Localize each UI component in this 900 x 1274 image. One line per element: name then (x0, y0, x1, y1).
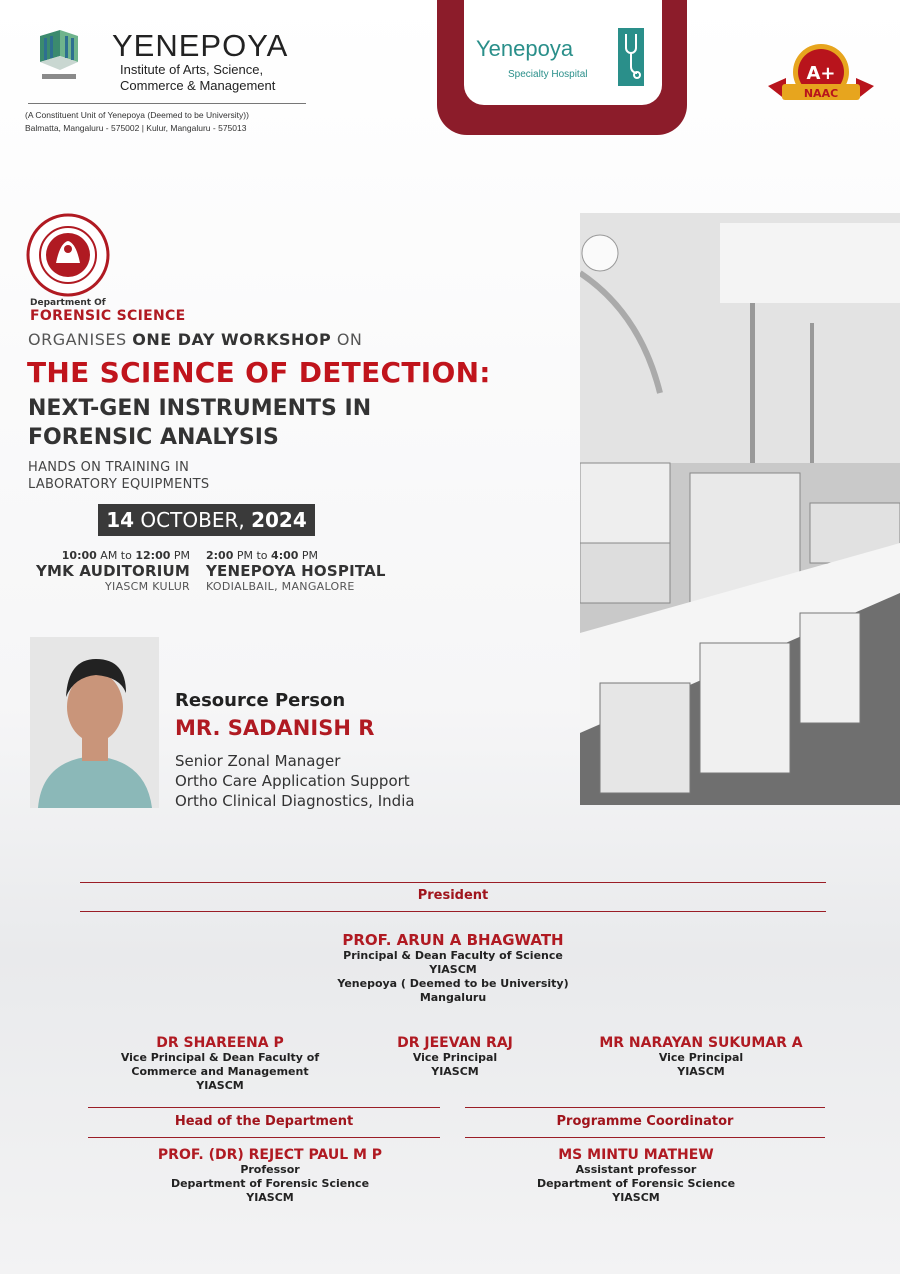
laboratory-photo (580, 213, 900, 805)
coordinator-title: Assistant professor (575, 1163, 697, 1176)
naac-grade: A+ (806, 63, 836, 84)
session-1-time: 10:00 AM to 12:00 PM (61, 549, 190, 562)
hod-title: Professor (240, 1163, 300, 1176)
vp1-faculty: Commerce and Management (131, 1065, 309, 1078)
address-line: Balmatta, Mangaluru - 575002 | Kulur, Mangaluru - 575013 (25, 123, 247, 133)
hod-department: Department of Forensic Science (170, 1177, 370, 1190)
session-1-location: YIASCM KULUR (105, 580, 190, 593)
rp-designation: Senior Zonal Manager (175, 752, 341, 770)
president-heading: President (417, 888, 489, 903)
session-1 (36, 549, 190, 593)
resource-person-label: Resource Person (175, 690, 346, 711)
vp3-institute: YIASCM (677, 1065, 725, 1078)
session-2-location: KODIALBAIL, MANGALORE (206, 580, 355, 593)
hod-top-rule (88, 1107, 440, 1108)
stethoscope-icon (618, 28, 644, 86)
organises-line (28, 330, 362, 349)
header-divider (28, 103, 306, 104)
vp1-title: Vice Principal & Dean Faculty of (120, 1051, 320, 1064)
coordinator-name: MS MINTU MATHEW (558, 1147, 714, 1163)
university-name: YENEPOYA (112, 28, 289, 63)
coordinator-block (500, 1147, 772, 1205)
vp3-title: Vice Principal (658, 1051, 744, 1064)
subtitle-line-1: NEXT-GEN INSTRUMENTS IN (28, 396, 372, 421)
resource-person-details (175, 751, 415, 811)
president-institute: YIASCM (429, 963, 477, 976)
president-university: Yenepoya ( Deemed to be University) (337, 977, 569, 990)
vice-principal-3 (578, 1035, 824, 1079)
hod-bottom-rule (88, 1137, 440, 1138)
date-year: 2024 (251, 508, 307, 532)
vp2-title: Vice Principal (412, 1051, 498, 1064)
president-block (300, 931, 606, 1005)
workshop-type: ONE DAY WORKSHOP (132, 330, 332, 349)
institute-line-2: Commerce & Management (120, 78, 276, 93)
session-2-time: 2:00 PM to 4:00 PM (206, 549, 319, 562)
institute-line-1: Institute of Arts, Science, (120, 62, 264, 77)
rp-role: Ortho Care Application Support (175, 772, 410, 790)
hands-on-line-2: LABORATORY EQUIPMENTS (28, 477, 210, 492)
event-title: THE SCIENCE OF DETECTION: (27, 356, 491, 389)
hands-on-note (28, 459, 209, 493)
institute-name (120, 62, 275, 94)
hod-heading: Head of the Department (174, 1114, 354, 1129)
naac-a-plus-badge (768, 42, 874, 108)
coordinator-heading: Programme Coordinator (556, 1114, 734, 1129)
hospital-subtitle: Specialty Hospital (508, 69, 588, 80)
coord-top-rule (465, 1107, 825, 1108)
date-month: OCTOBER, (134, 508, 252, 532)
event-date (98, 504, 315, 536)
hands-on-line-1: HANDS ON TRAINING IN (28, 460, 190, 475)
president-name: PROF. ARUN A BHAGWATH (342, 931, 564, 949)
forensic-department-seal (26, 213, 110, 297)
coordinator-institute: YIASCM (612, 1191, 660, 1204)
date-day: 14 (106, 508, 135, 532)
constituent-note: (A Constituent Unit of Yenepoya (Deemed to be University)) (25, 110, 249, 120)
vp2-name: DR JEEVAN RAJ (397, 1035, 513, 1051)
president-top-rule (80, 882, 826, 883)
hospital-name: Yenepoya (476, 36, 574, 61)
coord-bottom-rule (465, 1137, 825, 1138)
resource-person-photo (30, 637, 159, 808)
coordinator-department: Department of Forensic Science (536, 1177, 736, 1190)
university-address (25, 109, 249, 135)
organises-text: ORGANISES (28, 330, 133, 349)
resource-person-name: MR. SADANISH R (175, 716, 375, 740)
naac-label: NAAC (803, 87, 839, 100)
president-city: Mangaluru (419, 991, 487, 1004)
yenepoya-university-logo (38, 26, 80, 82)
department-of-label: Department Of (30, 298, 106, 308)
hod-institute: YIASCM (246, 1191, 294, 1204)
president-bottom-rule (80, 911, 826, 912)
vp2-institute: YIASCM (431, 1065, 479, 1078)
rp-company: Ortho Clinical Diagnostics, India (175, 792, 415, 810)
session-1-venue: YMK AUDITORIUM (35, 562, 190, 580)
vp1-institute: YIASCM (196, 1079, 244, 1092)
session-2 (206, 549, 386, 593)
department-name: FORENSIC SCIENCE (30, 308, 186, 324)
subtitle-line-2: FORENSIC ANALYSIS (28, 425, 279, 450)
event-subtitle (28, 394, 371, 452)
hod-name: PROF. (DR) REJECT PAUL M P (157, 1147, 383, 1163)
president-title: Principal & Dean Faculty of Science (343, 949, 563, 962)
vice-principal-2 (370, 1035, 540, 1079)
organises-on: ON (331, 330, 363, 349)
hod-block (120, 1147, 420, 1205)
vp3-name: MR NARAYAN SUKUMAR A (599, 1035, 803, 1051)
vice-principal-1 (100, 1035, 340, 1093)
session-2-venue: YENEPOYA HOSPITAL (206, 562, 386, 580)
vp1-name: DR SHAREENA P (156, 1035, 284, 1051)
